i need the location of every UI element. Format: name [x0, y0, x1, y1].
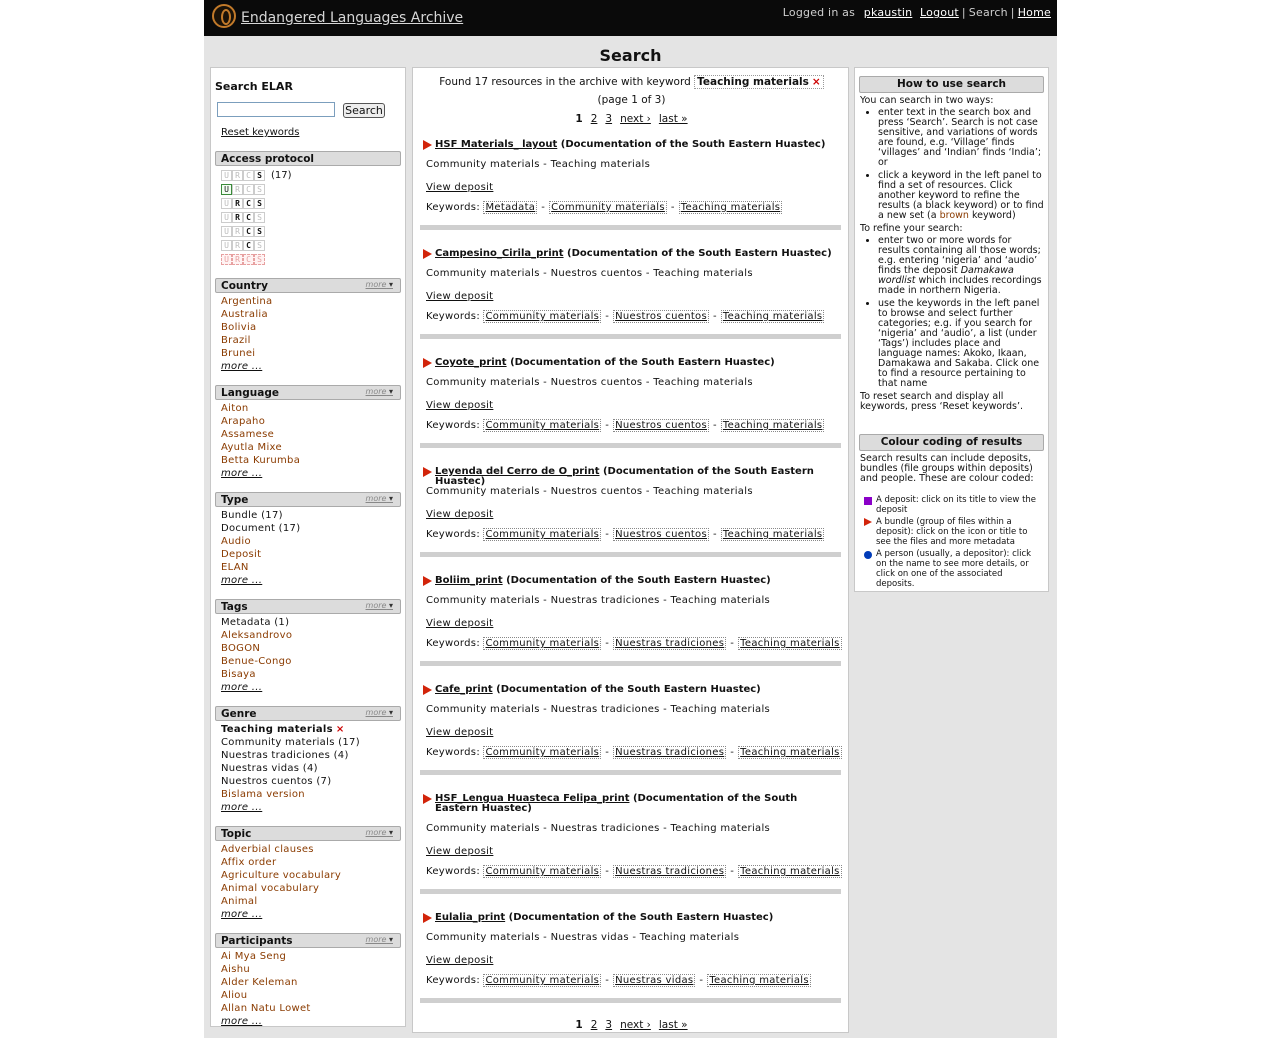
facet-more-link[interactable]: more ... — [221, 575, 263, 586]
top-bar — [204, 0, 1057, 36]
facet-item[interactable]: Aliou — [221, 990, 248, 1001]
facet-title: Tags — [221, 601, 248, 613]
results-panel — [412, 67, 849, 1033]
pager-page-1: 1 — [575, 113, 583, 125]
result-divider — [420, 998, 841, 1003]
result-categories: Community materials - Nuestros cuentos - Teaching materials — [426, 377, 753, 388]
facet-header — [215, 599, 401, 614]
facet-item[interactable]: Assamese — [221, 429, 275, 440]
result-project: (Documentation of the South Eastern Huastec) — [560, 139, 826, 150]
facet-language — [215, 385, 401, 480]
facet-item[interactable]: Nuestras tradiciones (4) — [221, 750, 349, 761]
deposit-square-icon — [864, 497, 872, 505]
facet-item[interactable]: Nuestros cuentos (7) — [221, 776, 332, 787]
facet-item[interactable]: Metadata (1) — [221, 617, 290, 628]
result-categories: Community materials - Nuestras vidas - Teaching materials — [426, 932, 740, 943]
facet-genre — [215, 706, 401, 814]
bundle-triangle-icon — [864, 518, 872, 526]
colour-coding-title: Colour coding of results — [859, 434, 1044, 451]
result-keyword-link[interactable]: Teaching materials — [740, 747, 840, 758]
result-title[interactable] — [420, 467, 842, 487]
result-keyword-link[interactable]: Teaching materials — [740, 638, 840, 649]
result-title-link[interactable]: HSF_Lengua Huasteca Felipa_print — [435, 793, 630, 804]
result-title-link[interactable]: HSF Materials_ layout — [435, 139, 558, 150]
facet-header — [215, 826, 401, 841]
brown-keyword-example: brown — [939, 210, 969, 221]
facet-item[interactable]: Animal vocabulary — [221, 883, 320, 894]
facet-item[interactable]: ELAN — [221, 562, 249, 573]
result-divider — [420, 552, 841, 557]
help-item: • enter text in the search box and press ‘Search’. Search is not case sensitive, and variations of words are found, e.g. ‘Village’ finds ‘villages’ and ‘Indian’ finds ‘India’; or — [878, 108, 1044, 168]
facet-more-toggle[interactable]: more ▾ — [366, 708, 393, 717]
result-categories: Community materials - Nuestras tradiciones - Teaching materials — [426, 704, 771, 715]
result-item — [420, 684, 842, 758]
facet-item[interactable]: Allan Natu Lowet — [221, 1003, 311, 1014]
facet-item[interactable]: Aleksandrovo — [221, 630, 293, 641]
facet-more-toggle[interactable]: more ▾ — [366, 601, 393, 610]
facet-item[interactable]: Adverbial clauses — [221, 844, 314, 855]
facet-more-link[interactable]: more ... — [221, 1016, 263, 1027]
result-keyword-link[interactable]: Nuestros cuentos — [615, 420, 707, 431]
view-deposit-link[interactable]: View deposit — [426, 291, 494, 302]
facet-item[interactable]: Document (17) — [221, 523, 301, 534]
facet-item[interactable]: Agriculture vocabulary — [221, 870, 342, 881]
facet-header — [215, 385, 401, 400]
result-project: (Documentation of the South Eastern Huastec) — [567, 248, 832, 259]
result-keywords: Keywords: Community materials - Nuestras vidas - Teaching materials — [426, 975, 809, 986]
bundle-triangle-icon[interactable] — [423, 140, 432, 150]
view-deposit-link[interactable]: View deposit — [426, 509, 494, 520]
result-keyword-link[interactable]: Teaching materials — [722, 311, 823, 322]
pager-page-2[interactable]: 2 — [590, 113, 598, 125]
legend-person: A person (usually, a depositor): click on the name to see more details, or click on one of the associated deposits. — [863, 549, 1043, 589]
result-keyword-link[interactable]: Community materials — [485, 975, 600, 986]
elar-logo-icon[interactable] — [212, 4, 236, 28]
facet-more-link[interactable]: more ... — [221, 361, 263, 372]
search-input[interactable] — [217, 102, 335, 117]
result-item — [420, 575, 842, 649]
access-count: (17) — [271, 169, 292, 181]
result-keyword-link[interactable]: Teaching materials — [680, 202, 781, 213]
pager-top — [413, 113, 850, 125]
page-info: (page 1 of 3) — [597, 94, 666, 106]
site-title-link[interactable]: Endangered Languages Archive — [241, 10, 464, 26]
pager-page-3[interactable]: 3 — [605, 1019, 613, 1031]
search-button[interactable]: Search — [343, 103, 385, 118]
result-item — [420, 466, 842, 540]
keywords-label: Keywords: — [426, 638, 480, 649]
facet-item[interactable]: Betta Kurumba — [221, 455, 301, 466]
facet-more-link[interactable]: more ... — [221, 909, 263, 920]
bundle-triangle-icon[interactable] — [423, 467, 432, 477]
facet-item[interactable]: Bolivia — [221, 322, 257, 333]
facet-access-protocol — [215, 151, 401, 266]
result-title-link[interactable]: Coyote_print — [435, 357, 507, 368]
result-keywords: Keywords: Community materials - Nuestros cuentos - Teaching materials — [426, 311, 823, 322]
keywords-label: Keywords: — [426, 420, 480, 431]
result-title[interactable] — [420, 685, 842, 695]
result-keywords: Keywords: Community materials - Nuestras tradiciones - Teaching materials — [426, 638, 840, 649]
facet-header — [215, 492, 401, 507]
result-keywords: Keywords: Community materials - Nuestros cuentos - Teaching materials — [426, 529, 823, 540]
facet-item[interactable]: Alder Keleman — [221, 977, 298, 988]
facet-title: Type — [221, 494, 249, 506]
pager-next[interactable]: next › — [620, 113, 651, 125]
keywords-label: Keywords: — [426, 747, 480, 758]
result-project: (Documentation of the South Eastern Huastec) — [435, 793, 798, 814]
legend-bundle: A bundle (group of files within a deposit): click on the icon or title to see the files and more metadata — [863, 517, 1043, 547]
access-row[interactable]: U R C S — [221, 238, 401, 252]
result-categories: Community materials - Nuestras tradiciones - Teaching materials — [426, 595, 771, 606]
result-divider — [420, 334, 841, 339]
search-heading: Search ELAR — [215, 80, 293, 93]
result-project: (Documentation of the South Eastern Huastec) — [496, 684, 761, 695]
result-title[interactable] — [420, 249, 842, 259]
bundle-triangle-icon[interactable] — [423, 358, 432, 368]
result-project: (Documentation of the South Eastern Huastec) — [435, 466, 814, 487]
access-row[interactable]: U R C S — [221, 252, 401, 266]
facet-item[interactable]: Australia — [221, 309, 268, 320]
facet-more-toggle[interactable]: more ▾ — [366, 828, 393, 837]
view-deposit-link[interactable]: View deposit — [426, 955, 494, 966]
access-row[interactable]: U R C S — [221, 196, 401, 210]
facet-participants — [215, 933, 401, 1028]
facet-item[interactable]: Bislama version — [221, 789, 305, 800]
help-item: • use the keywords in the left panel to browse and select further categories; e.g. if you search for ‘nigeria’ and ‘audio’, a list (under ‘Tags’) includes place and language names: Akoko, Ikaan, Damakawa and Sakaba. Click one to find a resource pertaining to that name — [878, 299, 1044, 389]
results-summary — [413, 73, 850, 109]
result-keyword-link[interactable]: Teaching materials — [740, 866, 840, 877]
user-bar: Logged in as pkaustin Logout | Search | Home — [782, 6, 1051, 19]
result-keyword-link[interactable]: Nuestras tradiciones — [615, 638, 725, 649]
result-title[interactable] — [420, 913, 842, 923]
facet-item[interactable]: Arapaho — [221, 416, 266, 427]
result-title[interactable] — [420, 794, 842, 814]
facet-item-selected[interactable] — [221, 723, 401, 736]
result-keyword-link[interactable]: Community materials — [485, 747, 600, 758]
found-text: Found 17 resources in the archive with keyword — [439, 76, 691, 88]
facet-title: Language — [221, 387, 279, 399]
page — [204, 0, 1057, 1038]
result-categories: Community materials - Nuestros cuentos - Teaching materials — [426, 486, 753, 497]
facet-tags — [215, 599, 401, 694]
facet-country — [215, 278, 401, 373]
logout-link[interactable]: Logout — [920, 6, 959, 19]
result-title-link[interactable]: Eulalia_print — [435, 912, 506, 923]
pager-page-2[interactable]: 2 — [590, 1019, 598, 1031]
facet-title: Participants — [221, 935, 293, 947]
result-divider — [420, 443, 841, 448]
facet-item[interactable]: Argentina — [221, 296, 273, 307]
result-project: (Documentation of the South Eastern Huastec) — [510, 357, 775, 368]
facet-topic — [215, 826, 401, 921]
bundle-triangle-icon[interactable] — [423, 576, 432, 586]
result-title[interactable] — [420, 576, 842, 586]
pager-next[interactable]: next › — [620, 1019, 651, 1031]
result-divider — [420, 661, 841, 666]
result-item — [420, 248, 842, 322]
help-reset: To reset search and display all keywords, press ‘Reset keywords’. — [860, 391, 1024, 412]
facet-item[interactable]: Community materials (17) — [221, 737, 360, 748]
active-keyword-label: Teaching materials — [697, 76, 809, 88]
pager-page-1: 1 — [575, 1019, 583, 1031]
result-keyword-link[interactable]: Metadata — [485, 202, 536, 213]
facet-item[interactable]: Ayutla Mixe — [221, 442, 282, 453]
help-item: • enter two or more words for results containing all those words; e.g. entering ‘nigeria’ and ‘audio’ finds the deposit Damakawa wordlist which includes recordings made in northern Nigeria. — [878, 236, 1044, 296]
result-keyword-link[interactable]: Teaching materials — [722, 420, 823, 431]
result-project: (Documentation of the South Eastern Huastec) — [506, 575, 771, 586]
result-item — [420, 139, 842, 213]
pager-bottom — [413, 1019, 850, 1031]
facet-more-toggle[interactable]: more ▾ — [366, 280, 393, 289]
pager-last[interactable]: last » — [658, 113, 688, 125]
result-keyword-link[interactable]: Nuestros cuentos — [615, 311, 707, 322]
result-project: (Documentation of the South Eastern Huastec) — [508, 912, 774, 923]
facet-more-toggle[interactable]: more ▾ — [366, 494, 393, 503]
facet-more-toggle[interactable]: more ▾ — [366, 935, 393, 944]
facet-item-label: Teaching materials — [221, 724, 333, 735]
facet-title: Country — [221, 280, 268, 292]
page-title: Search — [599, 46, 662, 65]
facet-item[interactable]: Aiton — [221, 403, 249, 414]
access-row[interactable]: U R C S — [221, 210, 401, 224]
bundle-triangle-icon[interactable] — [423, 913, 432, 923]
result-title[interactable] — [420, 358, 842, 368]
result-divider — [420, 889, 841, 894]
keywords-label: Keywords: — [426, 866, 480, 877]
colour-legend — [863, 495, 1043, 591]
keywords-label: Keywords: — [426, 975, 480, 986]
keywords-label: Keywords: — [426, 529, 480, 540]
view-deposit-link[interactable]: View deposit — [426, 846, 494, 857]
facet-more-link[interactable]: more ... — [221, 802, 263, 813]
result-keyword-link[interactable]: Nuestras tradiciones — [615, 747, 725, 758]
logged-in-label: Logged in as — [782, 6, 856, 19]
facet-item[interactable]: Brazil — [221, 335, 251, 346]
result-keywords: Keywords: Community materials - Nuestras tradiciones - Teaching materials — [426, 866, 840, 877]
help-panel — [854, 67, 1049, 592]
view-deposit-link[interactable]: View deposit — [426, 182, 494, 193]
keywords-label: Keywords: — [426, 311, 480, 322]
facet-header — [215, 933, 401, 948]
result-keyword-link[interactable]: Community materials — [551, 202, 665, 213]
left-panel — [210, 67, 406, 1027]
result-categories: Community materials - Nuestras tradiciones - Teaching materials — [426, 823, 771, 834]
facet-item[interactable]: Aishu — [221, 964, 251, 975]
facet-item[interactable]: BOGON — [221, 643, 261, 654]
bundle-triangle-icon[interactable] — [423, 249, 432, 259]
help-item: • click a keyword in the left panel to find a set of resources. Click another keyword to refine the results (a black keyword) or to find a new set (a brown keyword) — [878, 171, 1044, 221]
remove-keyword-icon[interactable]: × — [811, 76, 821, 88]
result-keywords: Keywords: Community materials - Nuestros cuentos - Teaching materials — [426, 420, 823, 431]
result-divider — [420, 225, 841, 230]
view-deposit-link[interactable]: View deposit — [426, 618, 494, 629]
result-keyword-link[interactable]: Teaching materials — [722, 529, 823, 540]
facet-item[interactable]: Brunei — [221, 348, 256, 359]
result-title-link[interactable]: Leyenda del Cerro de O_print — [435, 466, 600, 477]
access-row[interactable]: U R C S — [221, 182, 401, 196]
reset-keywords-link[interactable]: Reset keywords — [221, 127, 300, 138]
search-nav-label: Search — [968, 6, 1008, 19]
result-item — [420, 793, 842, 877]
result-title[interactable] — [420, 140, 842, 150]
result-title-link[interactable]: Boliim_print — [435, 575, 503, 586]
active-keyword-chip[interactable] — [694, 75, 824, 89]
facet-header — [215, 706, 401, 721]
username-link[interactable]: pkaustin — [863, 6, 913, 19]
result-item — [420, 357, 842, 431]
pager-page-3[interactable]: 3 — [605, 113, 613, 125]
facet-header — [215, 151, 401, 166]
result-title-link[interactable]: Campesino_Cirila_print — [435, 248, 564, 259]
facet-item[interactable]: Bisaya — [221, 669, 256, 680]
person-circle-icon — [864, 551, 872, 559]
access-row[interactable]: U R C S — [221, 224, 401, 238]
result-categories: Community materials - Nuestros cuentos - Teaching materials — [426, 268, 753, 279]
facet-item[interactable]: Audio — [221, 536, 251, 547]
facet-more-link[interactable]: more ... — [221, 682, 263, 693]
facet-item[interactable]: Ai Mya Seng — [221, 951, 287, 962]
result-categories: Community materials - Teaching materials — [426, 159, 651, 170]
result-item — [420, 912, 842, 986]
access-row[interactable]: U R C S (17) — [221, 168, 401, 182]
facet-more-link[interactable]: more ... — [221, 468, 263, 479]
result-keyword-link[interactable]: Nuestras vidas — [615, 975, 694, 986]
result-keyword-link[interactable]: Teaching materials — [709, 975, 809, 986]
help-refine: To refine your search: — [860, 223, 963, 234]
legend-deposit: A deposit: click on its title to view the deposit — [863, 495, 1043, 515]
facet-title: Access protocol — [221, 153, 315, 165]
result-divider — [420, 770, 841, 775]
bundle-triangle-icon[interactable] — [423, 685, 432, 695]
view-deposit-link[interactable]: View deposit — [426, 400, 494, 411]
facet-item[interactable]: Deposit — [221, 549, 262, 560]
facet-more-toggle[interactable]: more ▾ — [366, 387, 393, 396]
help-intro: You can search in two ways: — [860, 95, 994, 106]
colour-intro: Search results can include deposits, bundles (file groups within deposits) and people. These are colour coded: — [860, 453, 1034, 484]
result-keyword-link[interactable]: Community materials — [485, 638, 600, 649]
view-deposit-link[interactable]: View deposit — [426, 727, 494, 738]
facet-item[interactable]: Animal — [221, 896, 258, 907]
facet-type — [215, 492, 401, 587]
remove-keyword-icon[interactable]: × — [335, 724, 345, 735]
facet-item[interactable]: Benue-Congo — [221, 656, 292, 667]
pager-last[interactable]: last » — [658, 1019, 688, 1031]
result-keyword-link[interactable]: Nuestras tradiciones — [615, 866, 725, 877]
result-keyword-link[interactable]: Community materials — [485, 311, 600, 322]
result-keyword-link[interactable]: Community materials — [485, 529, 600, 540]
result-keywords: Keywords: Community materials - Nuestras tradiciones - Teaching materials — [426, 747, 840, 758]
facet-title: Genre — [221, 708, 257, 720]
bundle-triangle-icon[interactable] — [423, 794, 432, 804]
how-to-text — [860, 96, 1044, 412]
result-keyword-link[interactable]: Nuestros cuentos — [615, 529, 707, 540]
facet-header — [215, 278, 401, 293]
facet-item[interactable]: Nuestras vidas (4) — [221, 763, 318, 774]
result-keywords: Keywords: Metadata - Community materials - Teaching materials — [426, 202, 781, 213]
facet-item[interactable]: Bundle (17) — [221, 510, 283, 521]
keywords-label: Keywords: — [426, 202, 480, 213]
result-keyword-link[interactable]: Community materials — [485, 420, 600, 431]
facet-title: Topic — [221, 828, 252, 840]
result-title-link[interactable]: Cafe_print — [435, 684, 493, 695]
home-link[interactable]: Home — [1017, 6, 1051, 19]
result-keyword-link[interactable]: Community materials — [485, 866, 600, 877]
facet-item[interactable]: Affix order — [221, 857, 277, 868]
how-to-title: How to use search — [859, 76, 1044, 93]
